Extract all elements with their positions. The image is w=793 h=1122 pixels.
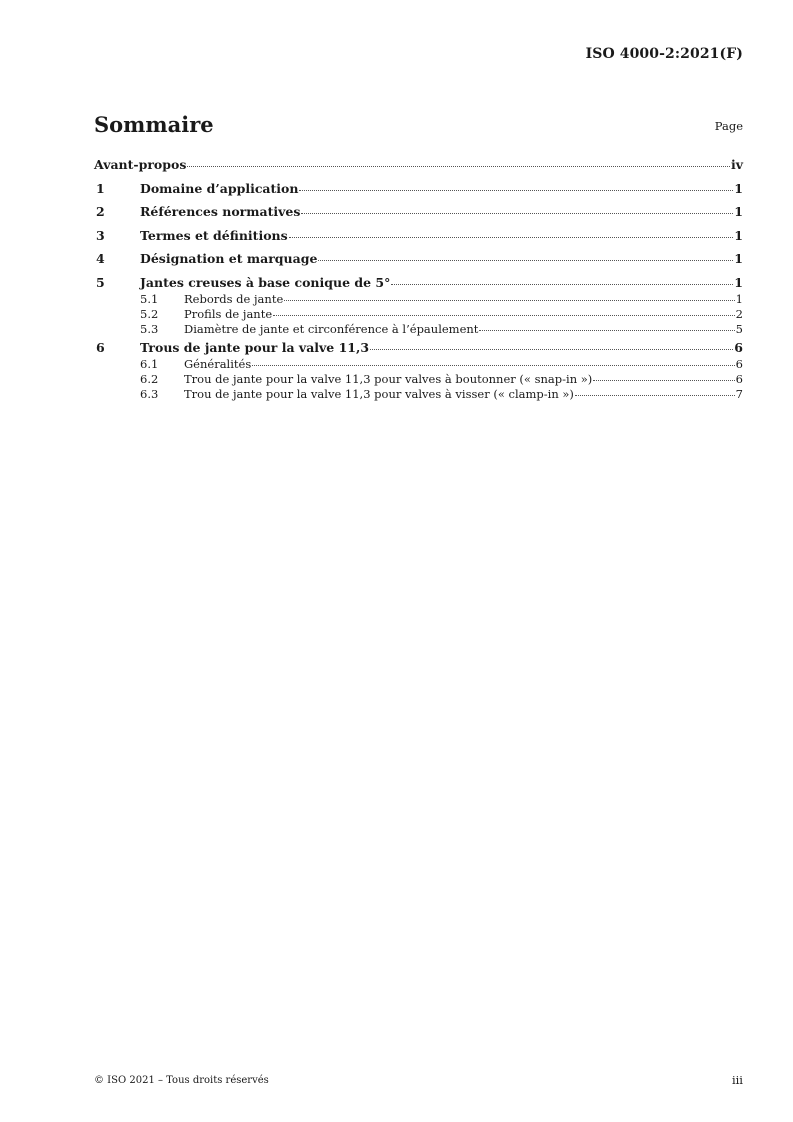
toc-entry-title: Termes et définitions bbox=[140, 227, 288, 243]
toc-entry-number: 1 bbox=[96, 180, 105, 196]
dot-leader bbox=[479, 330, 734, 331]
dot-leader bbox=[252, 365, 734, 366]
toc-entry-title: Trou de jante pour la valve 11,3 pour valves à visser (« clamp-in ») bbox=[184, 386, 574, 401]
toc-entry-6-2[interactable] bbox=[94, 372, 743, 387]
page-column-label: Page bbox=[714, 119, 743, 133]
toc-entry-number: 3 bbox=[96, 227, 105, 243]
dot-leader bbox=[273, 315, 735, 316]
toc-entry-number: 5.3 bbox=[140, 321, 159, 336]
toc-entry-page: 1 bbox=[734, 204, 743, 219]
dot-leader bbox=[593, 380, 734, 381]
toc-entry-title: Trou de jante pour la valve 11,3 pour valves à boutonner (« snap-in ») bbox=[184, 371, 593, 386]
toc-entry-page: 6 bbox=[735, 356, 743, 371]
dot-leader bbox=[575, 395, 735, 396]
dot-leader bbox=[391, 284, 733, 285]
dot-leader bbox=[289, 237, 734, 238]
toc-entry-page: iv bbox=[730, 157, 743, 172]
toc-entry-number: 5 bbox=[96, 274, 105, 290]
toc-entry-number: 2 bbox=[96, 204, 105, 219]
toc-entry-title: Trous de jante pour la valve 11,3 bbox=[140, 339, 370, 355]
document-id: ISO 4000-2:2021(F) bbox=[585, 46, 743, 62]
toc-entry-number: 5.2 bbox=[140, 306, 159, 321]
toc-entry-5-3[interactable] bbox=[94, 322, 743, 340]
page-number: iii bbox=[731, 1073, 743, 1087]
toc-entry-5-2[interactable] bbox=[94, 307, 743, 322]
toc-entry-page: 1 bbox=[735, 291, 743, 306]
toc-entry-page: 1 bbox=[734, 227, 743, 243]
toc-entry-page: 1 bbox=[734, 180, 743, 196]
toc-entry-number: 6.1 bbox=[140, 356, 159, 371]
toc-entry-page: 1 bbox=[734, 274, 743, 290]
toc-entry-title: Avant-propos bbox=[94, 157, 187, 172]
toc-entry-number: 6 bbox=[96, 339, 105, 355]
toc-entry-title: Rebords de jante bbox=[184, 291, 284, 306]
toc-entry-6[interactable] bbox=[94, 340, 743, 357]
dot-leader bbox=[299, 190, 733, 191]
toc-entry-foreword[interactable] bbox=[94, 157, 743, 181]
toc-entry-title: Diamètre de jante et circonférence à l’épaulement bbox=[184, 321, 479, 336]
toc-entry-number: 6.2 bbox=[140, 371, 159, 386]
copyright-notice: © ISO 2021 – Tous droits réservés bbox=[94, 1075, 269, 1086]
dot-leader bbox=[370, 349, 733, 350]
toc-entry-title: Domaine d’application bbox=[140, 180, 299, 196]
toc-entry-5-1[interactable] bbox=[94, 292, 743, 307]
toc-entry-number: 6.3 bbox=[140, 386, 159, 401]
toc-entry-6-3[interactable] bbox=[94, 387, 743, 402]
dot-leader bbox=[284, 300, 734, 301]
toc-entry-page: 2 bbox=[735, 306, 743, 321]
toc-entry-title: Profils de jante bbox=[184, 306, 273, 321]
toc-entry-5[interactable] bbox=[94, 275, 743, 292]
toc-entry-4[interactable] bbox=[94, 251, 743, 275]
toc-entry-page: 1 bbox=[734, 251, 743, 266]
toc-entry-page: 5 bbox=[735, 321, 743, 336]
toc-entry-6-1[interactable] bbox=[94, 357, 743, 372]
dot-leader bbox=[318, 260, 733, 261]
toc-entry-2[interactable] bbox=[94, 204, 743, 228]
dot-leader bbox=[301, 213, 733, 214]
toc-entry-title: Désignation et marquage bbox=[140, 251, 318, 266]
table-of-contents bbox=[94, 157, 743, 402]
toc-entry-page: 6 bbox=[735, 371, 743, 386]
toc-entry-number: 5.1 bbox=[140, 291, 159, 306]
toc-title: Sommaire bbox=[94, 112, 214, 137]
toc-entry-title: Références normatives bbox=[140, 204, 301, 219]
dot-leader bbox=[187, 166, 730, 167]
toc-entry-title: Jantes creuses à base conique de 5° bbox=[140, 274, 391, 290]
toc-entry-1[interactable] bbox=[94, 181, 743, 205]
toc-entry-title: Généralités bbox=[184, 356, 252, 371]
toc-entry-page: 7 bbox=[735, 386, 743, 401]
toc-entry-3[interactable] bbox=[94, 228, 743, 252]
toc-entry-number: 4 bbox=[96, 251, 105, 266]
toc-entry-page: 6 bbox=[734, 339, 743, 355]
